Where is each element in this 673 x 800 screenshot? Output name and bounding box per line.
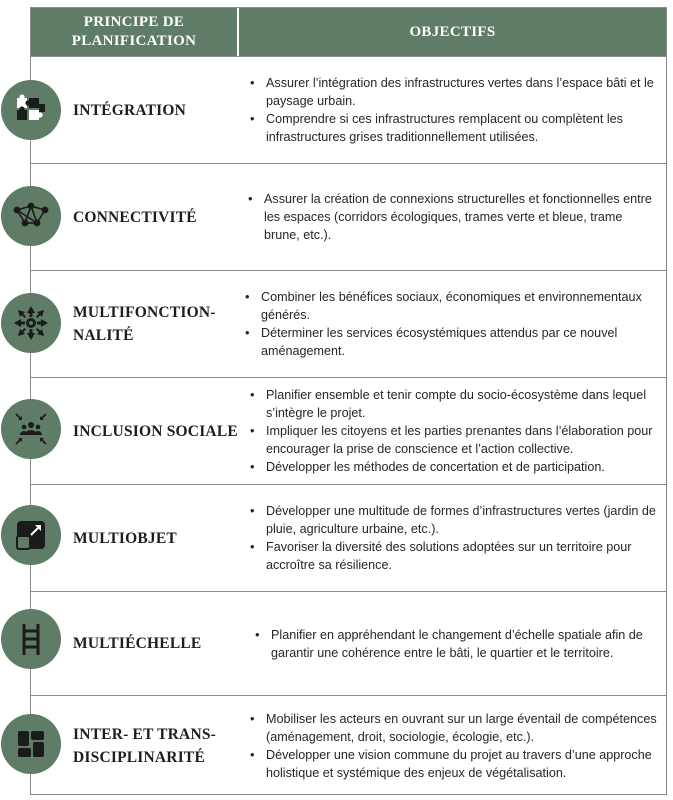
- arrows-radiating-icon: [1, 293, 61, 353]
- people-group-icon: [1, 399, 61, 459]
- objective-item: • Impliquer les citoyens et les parties prenantes dans l’élaboration pour encourager la prise de conscience et l’action collective.: [266, 422, 658, 458]
- puzzle-icon: [1, 80, 61, 140]
- objective-item: • Combiner les bénéfices sociaux, économiques et environnementaux générés.: [261, 288, 658, 324]
- objective-item: • Développer une multitude de formes d’infrastructures vertes (jardin de pluie, agriculture urbaine, etc.).: [266, 502, 658, 538]
- expand-square-icon: [1, 505, 61, 565]
- principle-name: CONNECTIVITÉ: [73, 208, 197, 226]
- objectives-cell: [248, 696, 658, 796]
- network-icon: [1, 186, 61, 246]
- principle-name: MULTIFONCTION-NALITÉ: [73, 304, 216, 344]
- table-row: [31, 163, 666, 270]
- principle-name: MULTIOBJET: [73, 529, 177, 547]
- table-row: [31, 591, 666, 695]
- objective-item: • Favoriser la diversité des solutions adoptées sur un territoire pour accroître sa résilience.: [266, 538, 658, 574]
- objective-item: • Planifier ensemble et tenir compte du socio-écosystème dans lequel s’intègre le projet.: [266, 386, 658, 422]
- objectives-cell: [253, 592, 658, 695]
- principles-table: [30, 7, 667, 795]
- objectives-cell: [248, 485, 658, 591]
- table-row: [31, 377, 666, 484]
- table-row: [31, 695, 666, 796]
- objective-item: • Déterminer les services écosystémiques attendus par ce nouvel aménagement.: [261, 324, 658, 360]
- interlocking-blocks-icon: [1, 714, 61, 774]
- objective-item: • Assurer la création de connexions structurelles et fonctionnelles entre les espaces (corridors écologiques, trames verte et bleue, trame brune, etc.).: [264, 190, 658, 244]
- ladder-icon: [1, 609, 61, 669]
- table-row: [31, 270, 666, 377]
- objective-item: • Développer une vision commune du projet au travers d’une approche holistique et systémique des enjeux de végétalisation.: [266, 746, 658, 782]
- objectives-cell: [248, 57, 658, 163]
- table-header: [31, 8, 666, 56]
- objective-item: • Mobiliser les acteurs en ouvrant sur un large éventail de compétences (aménagement, droit, sociologie, écologie, etc.).: [266, 710, 658, 746]
- principle-name: INCLUSION SOCIALE: [73, 422, 238, 440]
- principle-name: INTER- ET TRANS-DISCIPLINARITÉ: [73, 726, 217, 766]
- objective-item: • Assurer l’intégration des infrastructures vertes dans l’espace bâti et le paysage urbain.: [266, 74, 658, 110]
- principle-name: MULTIÉCHELLE: [73, 635, 202, 652]
- principle-name: INTÉGRATION: [73, 101, 187, 119]
- objectives-cell: [243, 271, 658, 377]
- objectives-cell: [246, 164, 658, 270]
- table-row: [31, 484, 666, 591]
- objective-item: • Développer les méthodes de concertation et de participation.: [266, 458, 658, 476]
- objective-item: • Planifier en appréhendant le changement d’échelle spatiale afin de garantir une cohérence entre le bâti, le quartier et le territoire.: [271, 626, 658, 662]
- table-row: [31, 56, 666, 163]
- objective-item: • Comprendre si ces infrastructures remplacent ou complètent les infrastructures grises traditionnellement utilisées.: [266, 110, 658, 146]
- objectives-cell: [248, 378, 658, 484]
- header-principle: PRINCIPE DE PLANIFICATION: [31, 8, 239, 56]
- header-objectives: OBJECTIFS: [409, 23, 496, 40]
